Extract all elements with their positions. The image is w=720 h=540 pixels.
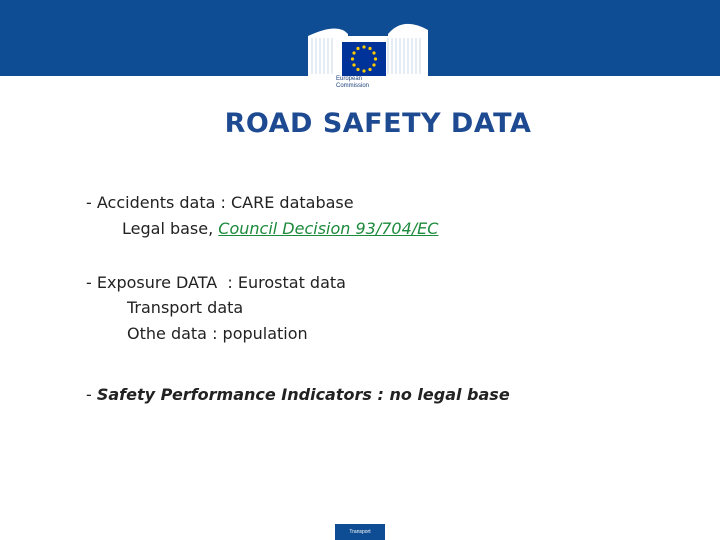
legal-base-line — [122, 219, 438, 239]
council-decision-link[interactable]: Council Decision 93/704/EC — [218, 219, 439, 238]
accidents-data-line: - Accidents data : CARE database — [86, 193, 354, 212]
logo-line-commission: Commission — [336, 83, 370, 89]
transport-data-line: Transport data — [127, 298, 244, 317]
spi-line — [86, 385, 510, 405]
spi-dash: - — [86, 385, 97, 404]
other-data-line: Othe data : population — [127, 324, 308, 343]
logo-caption — [336, 76, 396, 90]
slide-title: ROAD SAFETY DATA — [224, 108, 532, 139]
logo-line-european: European — [336, 76, 363, 82]
exposure-data-line: - Exposure DATA : Eurostat data — [86, 273, 346, 292]
spi-text: Safety Performance Indicators : no legal base — [96, 385, 510, 404]
transport-badge: Transport — [335, 524, 385, 540]
legal-base-label: Legal base, — [122, 219, 219, 238]
